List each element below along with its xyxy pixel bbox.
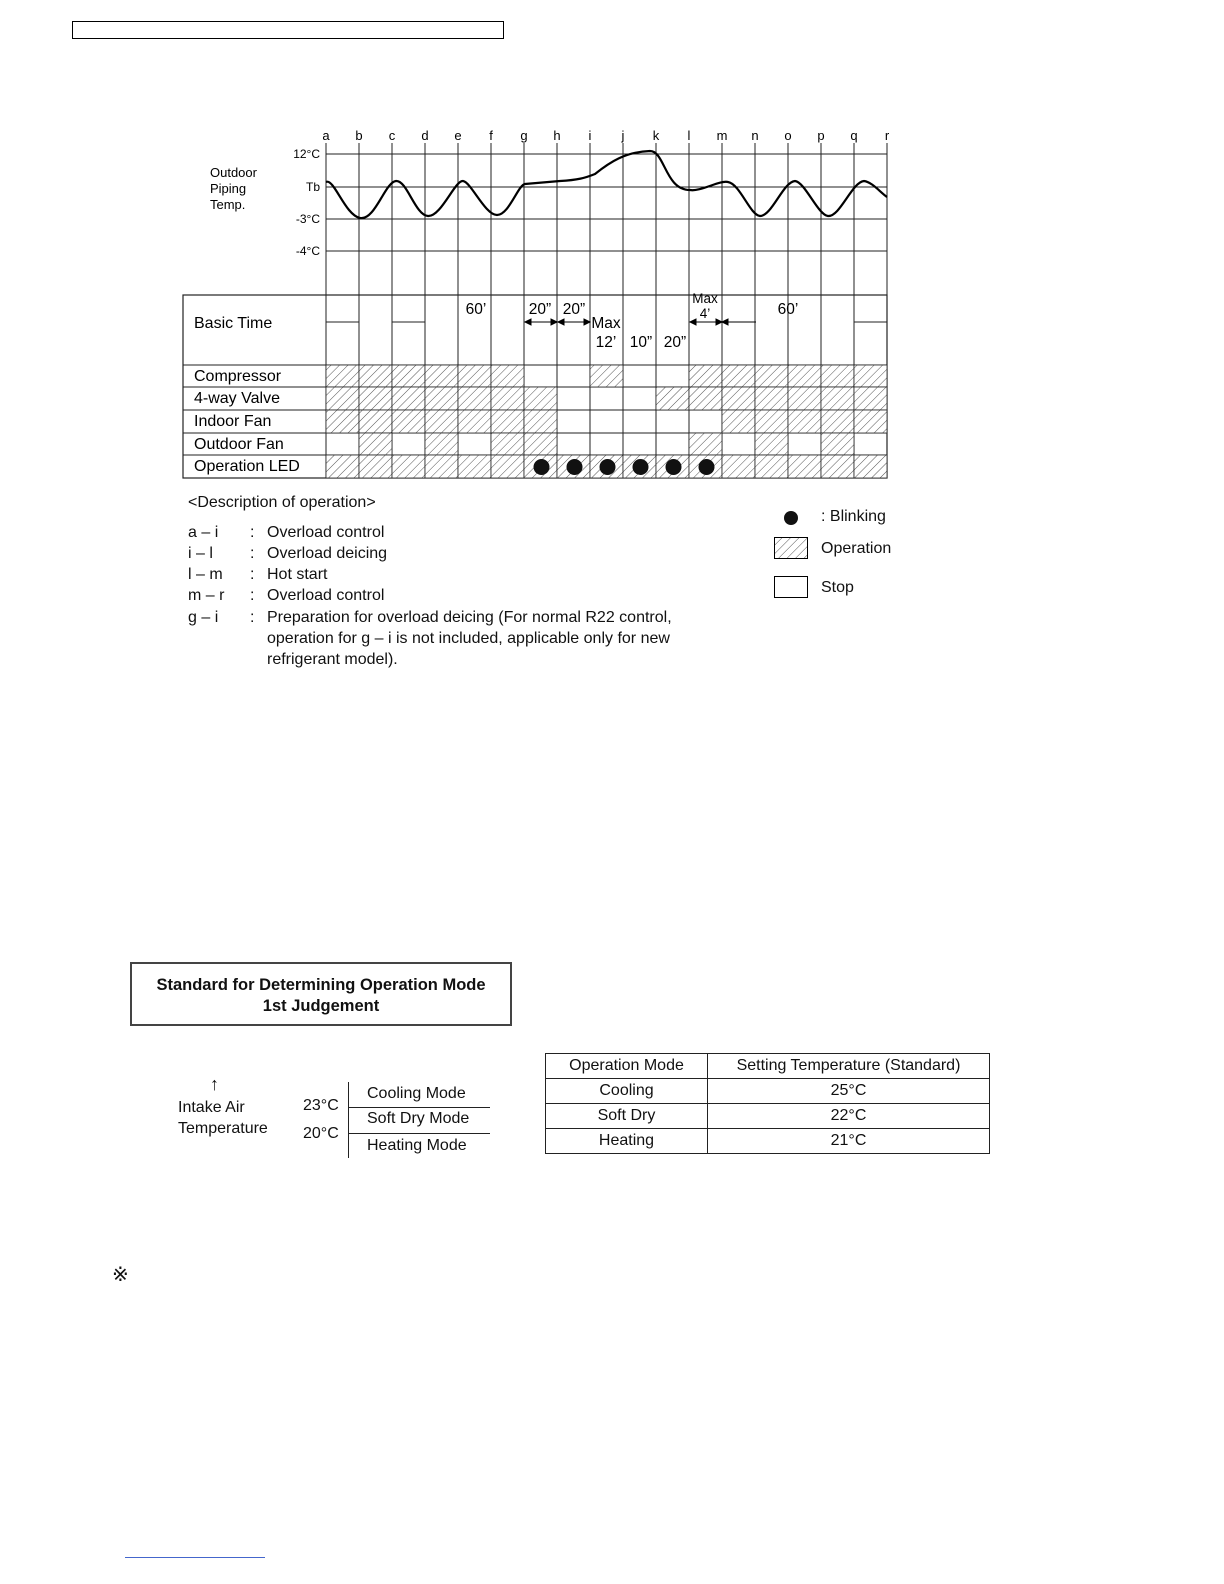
legend-blinking-label: : Blinking xyxy=(821,508,886,525)
blink-dot xyxy=(534,459,550,475)
operation-cell xyxy=(722,365,755,387)
operation-cell xyxy=(788,410,821,433)
column-letter: n xyxy=(751,128,759,143)
operation-cell xyxy=(821,387,854,410)
column-letter: i xyxy=(588,128,592,143)
operation-cell xyxy=(788,387,821,410)
time-label: 20” xyxy=(562,301,586,318)
arrowhead xyxy=(722,319,728,325)
row-label: 4-way Valve xyxy=(194,390,280,407)
blink-dot xyxy=(600,459,616,475)
operation-cell xyxy=(755,410,788,433)
legend-stop-label: Stop xyxy=(821,579,854,596)
basic-time-label: Basic Time xyxy=(194,315,273,332)
arrowhead xyxy=(584,319,590,325)
operation-cell xyxy=(458,410,491,433)
operation-cell xyxy=(425,365,458,387)
temp-axis-title: Temp. xyxy=(210,197,246,212)
operation-cell xyxy=(491,455,524,478)
description-text: Hot start xyxy=(267,566,328,583)
arrowhead xyxy=(690,319,696,325)
operation-cell xyxy=(491,410,524,433)
description-colon: : xyxy=(250,545,255,562)
description-key: l – m xyxy=(188,566,223,583)
empty-swatch-icon xyxy=(774,576,808,598)
table-cell: 25°C xyxy=(708,1079,990,1104)
description-colon: : xyxy=(250,566,255,583)
temp-label: 12°C xyxy=(293,147,320,161)
legend-operation-label: Operation xyxy=(821,540,892,557)
table-cell: Soft Dry xyxy=(546,1104,708,1129)
mode-cooling: Cooling Mode xyxy=(367,1085,466,1102)
description-key: m – r xyxy=(188,587,225,604)
row-label: Operation LED xyxy=(194,458,300,475)
time-label: Max xyxy=(591,315,621,332)
operation-cell xyxy=(359,365,392,387)
intake-label-1: Intake Air xyxy=(178,1099,245,1116)
mode-softdry: Soft Dry Mode xyxy=(367,1110,470,1127)
operation-cell xyxy=(392,365,425,387)
threshold-23: 23°C xyxy=(303,1097,339,1114)
column-letter: q xyxy=(850,128,858,143)
column-letter: p xyxy=(817,128,825,143)
operation-cell xyxy=(425,455,458,478)
operation-cell xyxy=(491,433,524,455)
time-label: 10” xyxy=(629,334,653,351)
intake-label-2: Temperature xyxy=(178,1120,268,1137)
footer-link-line xyxy=(125,1557,265,1558)
operation-cell xyxy=(821,410,854,433)
column-letter: r xyxy=(884,128,890,143)
operation-cell xyxy=(755,455,788,478)
operation-cell xyxy=(392,387,425,410)
operation-cell xyxy=(689,365,722,387)
threshold-20: 20°C xyxy=(303,1125,339,1142)
operation-cell xyxy=(326,455,359,478)
description-text: Overload control xyxy=(267,524,385,541)
temp-axis-title: Piping xyxy=(210,181,247,196)
judgement-hline-2 xyxy=(348,1133,490,1134)
column-letter: l xyxy=(687,128,691,143)
operation-cell xyxy=(458,365,491,387)
description-text: Overload control xyxy=(267,587,385,604)
description-key: a – i xyxy=(188,524,219,541)
table-cell: 22°C xyxy=(708,1104,990,1129)
time-label: 4’ xyxy=(699,306,711,321)
operation-cell xyxy=(821,455,854,478)
row-label: Outdoor Fan xyxy=(194,436,284,453)
table-cell: Heating xyxy=(546,1129,708,1154)
operation-cell xyxy=(491,365,524,387)
operation-cell xyxy=(722,410,755,433)
operation-cell xyxy=(755,387,788,410)
arrowhead xyxy=(558,319,564,325)
blink-dot xyxy=(666,459,682,475)
column-letter: m xyxy=(716,128,728,143)
temperature-curve xyxy=(326,151,887,218)
operation-cell xyxy=(755,365,788,387)
column-letter: a xyxy=(322,128,330,143)
operation-cell xyxy=(326,410,359,433)
temp-axis-title: Outdoor xyxy=(210,165,257,180)
operation-cell xyxy=(524,433,557,455)
operation-cell xyxy=(359,410,392,433)
table-cell: 21°C xyxy=(708,1129,990,1154)
blink-dot xyxy=(699,459,715,475)
row-label: Indoor Fan xyxy=(194,413,272,430)
description-text: Preparation for overload deicing (For normal R22 control, operation for g – i is not included, applicable only for new refrigerant model). xyxy=(267,609,672,668)
operation-cell xyxy=(491,387,524,410)
standard-title-line1: Standard for Determining Operation Mode xyxy=(156,976,486,994)
time-label: 60’ xyxy=(777,301,799,318)
operation-cell xyxy=(392,455,425,478)
column-letter: b xyxy=(355,128,363,143)
operation-cell xyxy=(821,433,854,455)
column-letter: d xyxy=(421,128,429,143)
time-label: Max xyxy=(692,291,718,306)
operation-cell xyxy=(722,387,755,410)
operation-cell xyxy=(425,433,458,455)
time-label: 60’ xyxy=(465,301,487,318)
column-letter: g xyxy=(520,128,528,143)
operation-cell xyxy=(524,410,557,433)
temp-label: Tb xyxy=(305,180,320,194)
operation-cell xyxy=(359,455,392,478)
operation-cell xyxy=(821,365,854,387)
description-key: g – i xyxy=(188,609,219,626)
standard-title-line2: 1st Judgement xyxy=(262,997,380,1015)
table-row xyxy=(546,1104,990,1129)
note-mark: ※ xyxy=(112,1264,129,1286)
hatch-swatch-icon xyxy=(774,537,808,559)
operation-cell xyxy=(425,387,458,410)
description-colon: : xyxy=(250,609,255,626)
operation-cell xyxy=(359,433,392,455)
arrowhead xyxy=(551,319,557,325)
operation-cell xyxy=(524,387,557,410)
blink-dot-icon xyxy=(784,511,798,525)
description-text: Overload deicing xyxy=(267,545,388,562)
column-letter: j xyxy=(621,128,625,143)
time-label: 20” xyxy=(663,334,687,351)
judgement-hline-1 xyxy=(348,1107,490,1108)
operation-cell xyxy=(458,455,491,478)
mode-table xyxy=(545,1053,990,1154)
description-colon: : xyxy=(250,524,255,541)
table-header-row xyxy=(546,1054,990,1079)
operation-cell xyxy=(788,365,821,387)
operation-cell xyxy=(722,455,755,478)
table-header: Setting Temperature (Standard) xyxy=(708,1054,990,1079)
column-letter: o xyxy=(784,128,792,143)
column-letter: f xyxy=(489,128,493,143)
operation-cell xyxy=(326,365,359,387)
operation-cell xyxy=(656,387,689,410)
arrowhead xyxy=(525,319,531,325)
table-cell: Cooling xyxy=(546,1079,708,1104)
operation-cell xyxy=(590,365,623,387)
operation-cell xyxy=(788,455,821,478)
up-arrow-icon: ↑ xyxy=(210,1074,219,1094)
description-colon: : xyxy=(250,587,255,604)
temp-label: -3°C xyxy=(295,212,320,226)
operation-cell xyxy=(326,387,359,410)
mode-heating: Heating Mode xyxy=(367,1137,467,1154)
column-letter: e xyxy=(454,128,462,143)
temp-label: -4°C xyxy=(295,244,320,258)
operation-cell xyxy=(689,433,722,455)
column-letter: c xyxy=(388,128,396,143)
table-header: Operation Mode xyxy=(546,1054,708,1079)
time-label: 12’ xyxy=(595,334,617,351)
column-letter: h xyxy=(553,128,561,143)
operation-cell xyxy=(359,387,392,410)
operation-cell xyxy=(854,365,887,387)
column-letter: k xyxy=(652,128,660,143)
table-row xyxy=(546,1079,990,1104)
operation-cell xyxy=(854,455,887,478)
operation-cell xyxy=(392,410,425,433)
standard-title-box xyxy=(130,962,512,1026)
time-label: 20” xyxy=(528,301,552,318)
description-title: <Description of operation> xyxy=(188,494,376,511)
operation-cell xyxy=(854,410,887,433)
operation-cell xyxy=(689,387,722,410)
blink-dot xyxy=(633,459,649,475)
operation-cell xyxy=(458,387,491,410)
operation-cell xyxy=(425,410,458,433)
operation-cell xyxy=(854,387,887,410)
table-row xyxy=(546,1129,990,1154)
operation-cell xyxy=(755,433,788,455)
description-key: i – l xyxy=(188,545,213,562)
blink-dot xyxy=(567,459,583,475)
row-label: Compressor xyxy=(194,368,282,385)
judgement-vline xyxy=(348,1082,349,1158)
